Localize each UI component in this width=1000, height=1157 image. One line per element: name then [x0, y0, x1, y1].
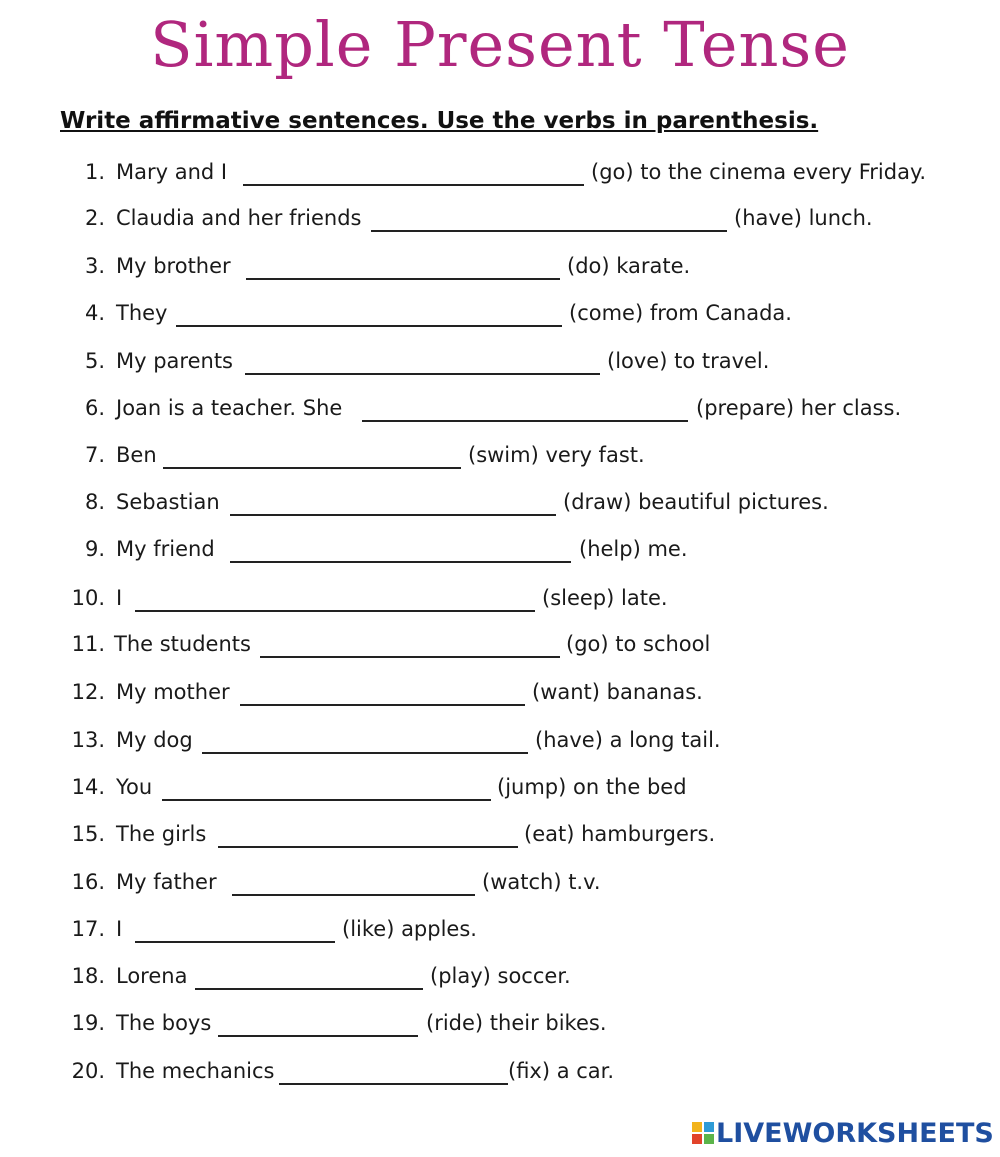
item-subject: My friend — [116, 537, 215, 561]
item-verb-hint: (have) lunch. — [734, 206, 873, 230]
answer-blank[interactable] — [243, 164, 584, 186]
answer-blank[interactable] — [195, 968, 423, 990]
item-number: 13. — [71, 728, 105, 752]
item-number: 12. — [71, 680, 105, 704]
answer-blank[interactable] — [163, 447, 461, 469]
item-subject: Joan is a teacher. She — [116, 396, 343, 420]
answer-blank[interactable] — [218, 826, 518, 848]
answer-blank[interactable] — [279, 1063, 508, 1085]
item-number: 16. — [71, 870, 105, 894]
item-verb-hint: (want) bananas. — [532, 680, 703, 704]
exercise-item — [0, 913, 1000, 945]
item-number: 18. — [71, 964, 105, 988]
item-subject: My dog — [116, 728, 193, 752]
exercise-item — [0, 250, 1000, 282]
exercise-item — [0, 866, 1000, 898]
item-verb-hint: (love) to travel. — [607, 349, 770, 373]
item-subject: Claudia and her friends — [116, 206, 362, 230]
item-number: 8. — [84, 490, 105, 514]
item-verb-hint: (draw) beautiful pictures. — [563, 490, 829, 514]
exercise-item — [0, 297, 1000, 329]
exercise-item — [0, 771, 1000, 803]
item-subject: The boys — [116, 1011, 212, 1035]
item-verb-hint: (help) me. — [579, 537, 688, 561]
item-subject: Sebastian — [116, 490, 220, 514]
exercise-item — [0, 724, 1000, 756]
item-subject: The students — [114, 632, 251, 656]
item-number: 5. — [84, 349, 105, 373]
exercise-item — [0, 960, 1000, 992]
answer-blank[interactable] — [218, 1015, 418, 1037]
item-number: 2. — [84, 206, 105, 230]
item-number: 3. — [84, 254, 105, 278]
exercise-item — [0, 345, 1000, 377]
item-subject: Ben — [116, 443, 157, 467]
item-verb-hint: (do) karate. — [567, 254, 691, 278]
item-subject: Lorena — [116, 964, 188, 988]
item-verb-hint: (have) a long tail. — [535, 728, 721, 752]
page-title: Simple Present Tense — [150, 8, 850, 81]
liveworksheets-logo: LIVEWORKSHEETS — [716, 1118, 994, 1149]
item-number: 4. — [84, 301, 105, 325]
item-subject: They — [116, 301, 168, 325]
exercise-item — [0, 533, 1000, 565]
answer-blank[interactable] — [230, 494, 556, 516]
exercise-item — [0, 676, 1000, 708]
answer-blank[interactable] — [260, 636, 560, 658]
answer-blank[interactable] — [240, 684, 525, 706]
answer-blank[interactable] — [202, 732, 528, 754]
item-verb-hint: (go) to school — [566, 632, 711, 656]
item-number: 1. — [84, 160, 105, 184]
exercise-item — [0, 1007, 1000, 1039]
liveworksheets-logo-icon — [692, 1122, 714, 1144]
item-subject: My brother — [116, 254, 231, 278]
answer-blank[interactable] — [371, 210, 727, 232]
answer-blank[interactable] — [245, 353, 600, 375]
answer-blank[interactable] — [176, 305, 562, 327]
answer-blank[interactable] — [246, 258, 560, 280]
item-verb-hint: (swim) very fast. — [468, 443, 645, 467]
item-verb-hint: (play) soccer. — [430, 964, 571, 988]
item-number: 9. — [84, 537, 105, 561]
item-verb-hint: (prepare) her class. — [696, 396, 902, 420]
item-number: 20. — [71, 1059, 105, 1083]
item-subject: My father — [116, 870, 217, 894]
item-subject: My parents — [116, 349, 233, 373]
exercise-item — [0, 392, 1000, 424]
item-number: 6. — [84, 396, 105, 420]
item-subject: The girls — [116, 822, 207, 846]
item-verb-hint: (come) from Canada. — [569, 301, 792, 325]
exercise-item — [0, 582, 1000, 614]
answer-blank[interactable] — [135, 921, 335, 943]
exercise-item — [0, 1055, 1000, 1087]
answer-blank[interactable] — [362, 400, 688, 422]
item-number: 14. — [71, 775, 105, 799]
item-number: 15. — [71, 822, 105, 846]
item-verb-hint: (eat) hamburgers. — [524, 822, 716, 846]
answer-blank[interactable] — [162, 779, 491, 801]
item-subject: I — [116, 917, 123, 941]
item-subject: Mary and I — [116, 160, 228, 184]
item-verb-hint: (jump) on the bed — [497, 775, 687, 799]
exercise-item — [0, 156, 1000, 188]
item-number: 17. — [71, 917, 105, 941]
answer-blank[interactable] — [230, 541, 571, 563]
item-verb-hint: (go) to the cinema every Friday. — [591, 160, 927, 184]
item-verb-hint: (watch) t.v. — [482, 870, 601, 894]
exercise-item — [0, 439, 1000, 471]
item-verb-hint: (ride) their bikes. — [426, 1011, 607, 1035]
item-verb-hint: (like) apples. — [342, 917, 477, 941]
exercise-item — [0, 202, 1000, 234]
instruction-text: Write affirmative sentences. Use the verbs in parenthesis. — [60, 108, 819, 134]
item-subject: I — [116, 586, 123, 610]
item-subject: The mechanics — [116, 1059, 275, 1083]
item-subject: My mother — [116, 680, 230, 704]
exercise-item — [0, 628, 1000, 660]
exercise-item — [0, 818, 1000, 850]
item-number: 7. — [84, 443, 105, 467]
answer-blank[interactable] — [135, 590, 535, 612]
answer-blank[interactable] — [232, 874, 475, 896]
item-number: 10. — [71, 586, 105, 610]
item-number: 11. — [71, 632, 105, 656]
item-subject: You — [116, 775, 153, 799]
item-verb-hint: (sleep) late. — [542, 586, 668, 610]
item-verb-hint: (fix) a car. — [508, 1059, 615, 1083]
exercise-item — [0, 486, 1000, 518]
item-number: 19. — [71, 1011, 105, 1035]
